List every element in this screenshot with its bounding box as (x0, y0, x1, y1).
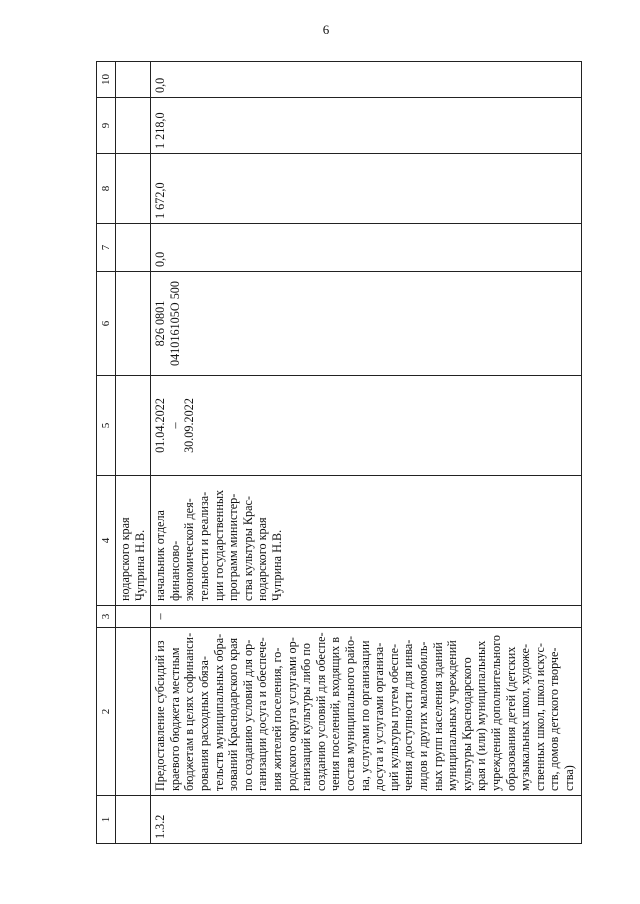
cont-cell-5 (116, 376, 151, 476)
cont-cell-9 (116, 98, 151, 154)
cont-cell-8 (116, 154, 151, 224)
row-period-cell: 01.04.2022 – 30.09.2022 (151, 376, 582, 476)
table-row (151, 62, 582, 844)
row-col9-cell: 1 218,0 (151, 98, 582, 154)
column-header-9: 9 (97, 98, 116, 154)
row-responsible-cell: начальник отдела финансово- экономической дея- тельности и реализа- ции государственных программ министер- ства культуры Крас- нодарского края Чуприна Н.В. (151, 476, 582, 606)
column-header-7: 7 (97, 224, 116, 272)
column-number-row (97, 62, 116, 844)
row-col10-cell: 0,0 (151, 62, 582, 98)
row-description-cell: Предоставление субсидий из краевого бюджета местным бюджетам в целях софинанси- рования расходных обяза- тельств муниципальных обра- зований Краснодарского края по созданию условий для ор- ганизации досуга и обеспече- ния жителей поселения, го- родского округа услугами ор- ганизаций культуры либо по созданию условий для обеспе- чения поселений, входящих в состав муниципального райо- на, услугами по организации досуга и услугами организа- ций культуры путем обеспе- чения доступности для инва- лидов и других маломобиль- ных групп населения зданий муниципальных учреждений культуры Краснодарского края и (или) муниципальных учреждений дополнительного образования детей (детских музыкальных школ, художе- ственных школ, школ искус- ств, домов детского творче- ства) (151, 628, 582, 796)
row-col8-cell: 1 672,0 (151, 154, 582, 224)
cont-cell-10 (116, 62, 151, 98)
column-header-8: 8 (97, 154, 116, 224)
table-container (96, 62, 582, 844)
cont-cell-6 (116, 272, 151, 376)
column-header-4: 4 (97, 476, 116, 606)
column-header-2: 2 (97, 628, 116, 796)
program-activities-table (96, 61, 582, 844)
row-col7-cell: 0,0 (151, 224, 582, 272)
cont-cell-1 (116, 796, 151, 844)
cont-cell-7 (116, 224, 151, 272)
cont-cell-3 (116, 606, 151, 628)
cont-cell-2 (116, 628, 151, 796)
column-header-10: 10 (97, 62, 116, 98)
column-header-3: 3 (97, 606, 116, 628)
page-number: 6 (322, 22, 330, 37)
column-header-5: 5 (97, 376, 116, 476)
rotated-table-frame (96, 62, 582, 844)
row-code-cell: 826 0801 041016105O 500 (151, 272, 582, 376)
row-col3-cell: – (151, 606, 582, 628)
row-number-cell: 1.3.2 (151, 796, 582, 844)
cont-responsible-cell: нодарского края Чуприна Н.В. (116, 476, 151, 606)
column-header-6: 6 (97, 272, 116, 376)
continuation-row (116, 62, 151, 844)
column-header-1: 1 (97, 796, 116, 844)
